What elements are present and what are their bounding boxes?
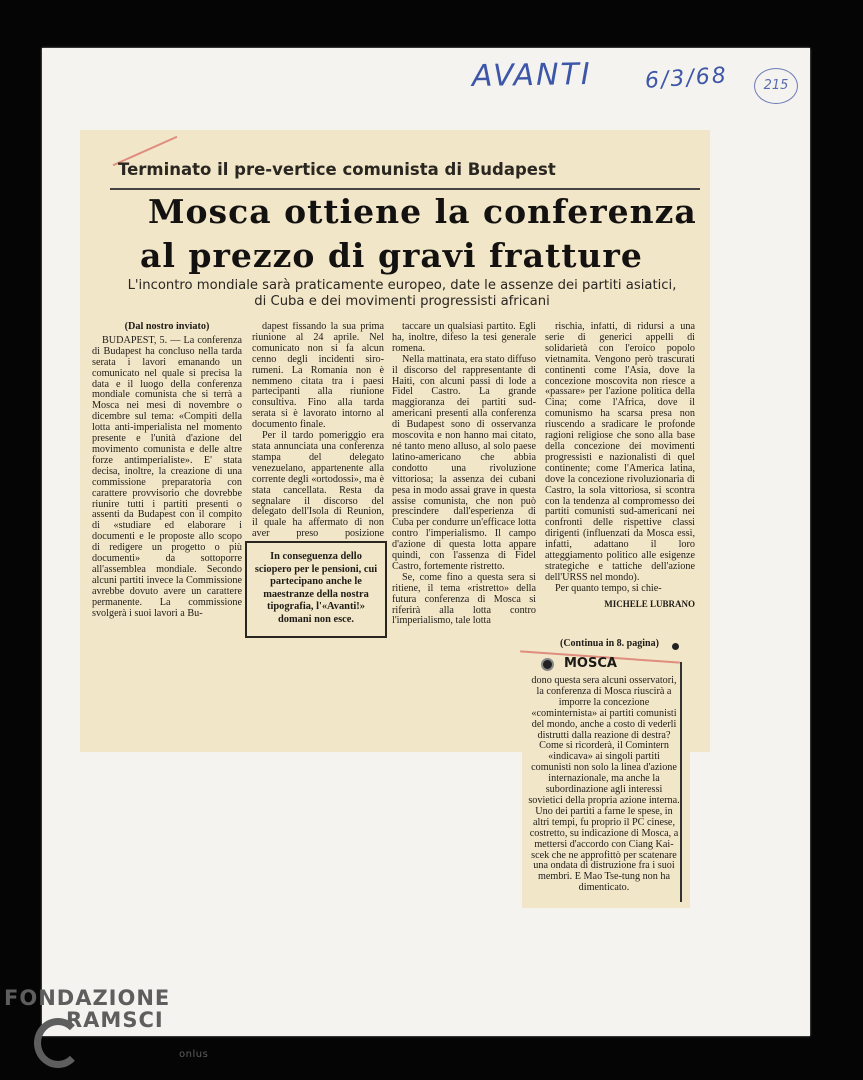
subhead-line-2: di Cuba e dei movimenti progressisti africani — [254, 294, 550, 309]
article-column-1 — [92, 322, 242, 638]
column-text: BUDAPEST, 5. — La conferenza di Budapest ha concluso nella tarda serata i lavori emanando un comunicato nel quale si precisa la data e il luogo della conferenza mondiale comunista che si terrà a Mosca nei mesi di novembre o dicembre sul tema: «Compiti della lotta anti-imperialista nel momento presente e l'unità d'azione del movimento comunista e delle altre forze antimperialiste». E' stata decisa, inoltre, la creazione di una commissione preparatoria con carattere provvisorio che dovrebbe riunire tutti i partiti presenti o assenti da Budapest con il compito di «studiare ed elaborare i documenti e le proposte allo scopo di redigere un progetto o più documenti» da sottoporre all'assemblea mondiale. Secondo alcuni partiti invece la Commissione avrebbe dovuto avere un carattere permanente. La commissione svolgerà i suoi lavori a Bu- — [92, 334, 242, 619]
archive-number-stamp: 215 — [754, 68, 798, 104]
divider — [680, 662, 682, 902]
headline-line-1: Mosca ottiene la conferenza — [148, 192, 697, 231]
column-text: rischia, infatti, di ridursi a una serie di generici appelli di solidarietà con l'eroico popolo vietnamita. Vengono però trascurati continenti come l'Asia, dove la concezione moscovita non riesce a «passare» per l'azione politica della Cina; come l'Africa, dove il comunismo ha scarsa presa non riuscendo a sradicare le profonde ragioni religiose che sono alla base della concezione dei movimenti progressisti e nazionalisti di quel continente; come l'America latina, dove la concezione rivoluzionaria di Castro, la sola vittoriosa, si scontra con la tendenza al compromesso dei partiti comunisti sud-americani nei confronti delle rispettive classi dirigenti (influenzati da Mosca essi, infatti, adattano il loro atteggiamento politico alle esigenze strategiche e tattiche dell'azione dell'URSS nel mondo). — [545, 322, 695, 583]
divider — [110, 188, 700, 190]
article-column-3 — [392, 322, 536, 642]
column-text: dapest fissando la sua prima riunione al 24 aprile. Nel comunicato non si fa alcun cenno degli incidenti siro-rumeni. La Romania non è nemmeno citata tra i paesi partecipanti alla riunione consultiva. Fino alla tarda serata si è lavorato intorno al documento finale. — [252, 322, 384, 431]
handwritten-date: 6/3/68 — [644, 63, 729, 94]
watermark-line-2: RAMSCI — [66, 1008, 164, 1032]
watermark-line-1: FONDAZIONE — [4, 986, 171, 1010]
byline: (Dal nostro inviato) — [124, 322, 210, 332]
article-column-4 — [545, 322, 695, 636]
column-text: Se, come fino a questa sera si ritiene, il tema «ristretto» della futura conferenza di Mosca si riferirà alla lotta contro l'imperialismo, tale lotta — [392, 571, 536, 627]
strike-notice-box: In conseguenza dello sciopero per le pensioni, cui partecipano anche le maestranze della nostra tipografia, l'«Avanti!» domani non esce. — [245, 541, 387, 638]
foundation-watermark — [4, 986, 209, 1060]
headline-line-2: al prezzo di gravi fratture — [140, 236, 643, 275]
handwritten-newspaper-name: AVANTI — [471, 56, 592, 95]
bullet-icon — [672, 643, 679, 650]
author-name: MICHELE LUBRANO — [604, 598, 695, 609]
article-kicker: Terminato il pre-vertice comunista di Budapest — [118, 160, 556, 179]
subhead-line-1: L'incontro mondiale sarà praticamente europeo, date le assenze dei partiti asiatici, — [127, 278, 677, 293]
column-text: Per quanto tempo, si chie- — [555, 582, 662, 594]
column-text: Nella mattinata, era stato diffuso il discorso del rappresentante di Haiti, con alcuni passi di lode a Fidel Castro. La grande maggioranza dei partiti sud-americani presenti alla conferenza di Budapest sono di osservanza moscovita e non hanno mai citato, né tanto meno alluso, al solo paese latino-americano che abbia condotto una rivoluzione vittoriosa; la assenza dei cubani pesa in modo assai grave in questa assise comunista, che non può prescindere dall'esperienza di Cuba per condurre un'efficace lotta contro l'imperialismo. Il campo d'azione di questa lotta appare quindi, con l'assenza di Fidel Castro, fortemente ristretto. — [392, 353, 536, 572]
column-text: taccare un qualsiasi partito. Egli ha, inoltre, difeso la tesi generale romena. — [392, 322, 536, 354]
continuation-heading-text: MOSCA — [564, 656, 617, 671]
watermark-suffix: onlus — [179, 1049, 209, 1060]
continuation-heading — [540, 656, 617, 671]
article-column-2 — [252, 322, 384, 540]
continued-note: (Continua in 8. pagina) — [560, 638, 659, 649]
column-text: Per il tardo pomeriggio era stata annunciata una conferenza stampa del delegato venezuelano, appartenente alla corrente degli «ortodossi», ma è stata cancellata. Resta da segnalare il discorso del delegato dell'Isola di Reunion, il quale ha affermato di non aver preso posizione — [252, 430, 384, 540]
continuation-column: dono questa sera alcuni osservatori, la conferenza di Mosca riuscirà a imporre la concezione «cominternista» ai partiti comunisti del mondo, anche a costo di vederli distrutti dalla reazione di destra? Come si ricorderà, il Comintern «indicava» ai singoli partiti comunisti non solo la linea d'azione internazionale, ma anche la subordinazione agli interessi sovietici della propria azione interna. Uno dei partiti a farne le spese, in altri tempi, fu proprio il PC cinese, costretto, su indicazione di Mosca, a mettersi d'accordo con Ciang Kai-scek che ne approfittò per scatenare una ondata di distruzione fra i suoi membri. E Mao Tse-tung non ha dimenticato. — [528, 676, 680, 894]
